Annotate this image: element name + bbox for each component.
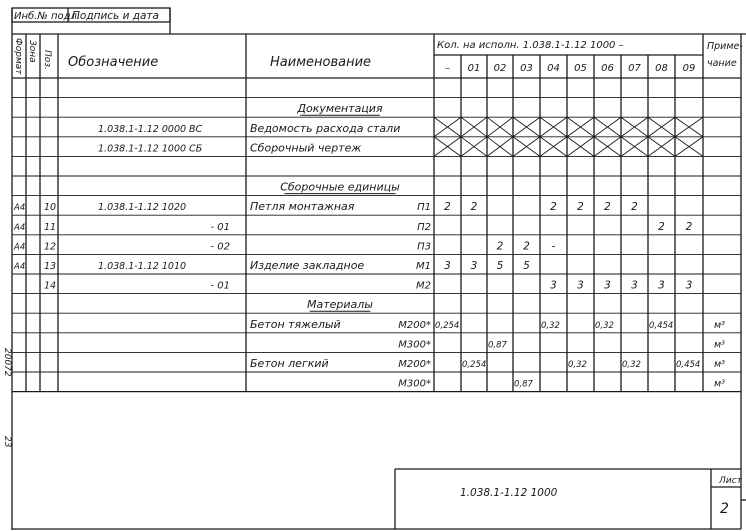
row-quantity: 3 xyxy=(577,279,584,292)
header-variant: 08 xyxy=(655,63,668,74)
row-mark: П2 xyxy=(417,221,431,233)
header-variant: 03 xyxy=(520,63,533,74)
row-mark: М1 xyxy=(416,261,431,272)
row-designation: - 02 xyxy=(210,241,230,253)
section-title: Материалы xyxy=(307,298,373,312)
row-quantity: 0,32 xyxy=(541,320,560,331)
header-variant: 06 xyxy=(601,63,614,74)
header-variant: 04 xyxy=(547,63,560,74)
row-quantity: 2 xyxy=(496,240,504,253)
row-position: 10 xyxy=(44,202,57,214)
row-format: А4 xyxy=(14,262,26,272)
row-quantity: 0,32 xyxy=(622,360,641,370)
header-format: Формат xyxy=(13,38,23,75)
row-designation: 1.038.1-1.12 1010 xyxy=(98,261,187,272)
row-quantity: 2 xyxy=(523,240,530,253)
row-quantity: 2 xyxy=(685,220,693,233)
header-variant: 01 xyxy=(467,63,481,74)
row-note: м³ xyxy=(714,359,725,370)
row-format: А4 xyxy=(14,242,26,253)
row-name: Изделие закладное xyxy=(250,259,365,272)
row-designation: 1.038.1-1.12 1020 xyxy=(98,202,187,214)
row-mark: М200* xyxy=(398,359,431,370)
row-quantity: 2 xyxy=(550,201,557,214)
row-note: м³ xyxy=(714,339,725,351)
row-quantity: 3 xyxy=(470,260,478,272)
spec-table-cells xyxy=(13,63,725,390)
row-designation: 1.038.1-1.12 1000 СБ xyxy=(98,143,203,155)
row-quantity: 3 xyxy=(604,279,611,292)
header-variant: 07 xyxy=(628,63,641,74)
row-note: м³ xyxy=(714,319,725,331)
row-quantity: 2 xyxy=(631,201,638,214)
title-designation: 1.038.1-1.12 1000 xyxy=(460,487,558,499)
row-mark: М200* xyxy=(398,319,431,331)
row-quantity: 3 xyxy=(658,279,665,292)
row-quantity: 5 xyxy=(496,260,504,272)
stamp-inv-label: Инб.№ подл. xyxy=(14,11,81,22)
header-designation: Обозначение xyxy=(68,55,159,70)
row-position: 12 xyxy=(44,241,57,253)
row-quantity: - xyxy=(551,240,556,253)
row-name: Ведомость расхода стали xyxy=(250,121,401,135)
margin-text-2: 23 xyxy=(2,436,12,448)
row-note: м³ xyxy=(714,378,725,390)
sheet-label: Лист xyxy=(719,476,742,486)
header-position: Поз. xyxy=(42,50,52,70)
header-zone: Зона xyxy=(27,40,37,63)
header-variant: 05 xyxy=(574,63,587,74)
row-mark: М300* xyxy=(398,339,431,351)
row-format: А4 xyxy=(14,222,26,233)
row-quantity: 2 xyxy=(658,220,665,233)
header-name: Наименование xyxy=(270,55,372,70)
row-position: 13 xyxy=(44,261,57,272)
margin-text-1: 20072 xyxy=(2,348,12,377)
row-quantity: 0,32 xyxy=(595,320,614,331)
row-format: А4 xyxy=(14,203,26,214)
row-name: Петля монтажная xyxy=(250,200,355,214)
row-position: 14 xyxy=(44,280,57,292)
row-quantity: 0,87 xyxy=(488,340,507,351)
section-title: Сборочные единицы xyxy=(280,180,400,194)
row-designation: - 01 xyxy=(210,221,230,233)
row-quantity: 0,454 xyxy=(676,360,701,370)
row-mark: М2 xyxy=(416,280,431,292)
header-variant: 02 xyxy=(493,63,507,74)
row-position: 11 xyxy=(44,221,57,233)
row-quantity: 3 xyxy=(550,279,557,292)
row-quantity: 0,454 xyxy=(649,320,674,331)
row-quantity: 3 xyxy=(631,279,638,292)
section-title: Документация xyxy=(297,102,383,116)
row-quantity: 2 xyxy=(577,201,584,214)
row-quantity: 3 xyxy=(444,260,451,272)
header-quantity-title: Кол. на исполн. 1.038.1-1.12 1000 – xyxy=(437,40,624,51)
sheet-number: 2 xyxy=(720,501,729,517)
row-quantity: 0,254 xyxy=(435,320,460,331)
header-note-2: чание xyxy=(707,58,737,69)
row-name: Бетон тяжелый xyxy=(250,317,341,331)
row-quantity: 2 xyxy=(604,201,611,214)
row-quantity: 2 xyxy=(444,201,451,214)
row-quantity: 0,87 xyxy=(514,379,533,390)
row-designation: 1.038.1-1.12 0000 ВС xyxy=(98,123,203,135)
row-quantity: 3 xyxy=(685,279,693,292)
header-variant: 09 xyxy=(682,63,696,74)
row-mark: М300* xyxy=(398,378,431,390)
stamp-sign-label: Подпись и дата xyxy=(72,10,159,22)
row-quantity: 5 xyxy=(523,260,530,272)
row-mark: П3 xyxy=(417,241,431,253)
header-note-1: Приме- xyxy=(707,41,743,52)
row-name: Сборочный чертеж xyxy=(250,141,362,155)
row-quantity: 0,254 xyxy=(462,360,487,370)
row-quantity: 2 xyxy=(470,201,478,214)
row-name: Бетон легкий xyxy=(250,357,329,370)
header-variant: – xyxy=(445,63,450,74)
row-quantity: 0,32 xyxy=(568,360,587,370)
row-mark: П1 xyxy=(417,202,431,214)
row-designation: - 01 xyxy=(210,280,230,292)
